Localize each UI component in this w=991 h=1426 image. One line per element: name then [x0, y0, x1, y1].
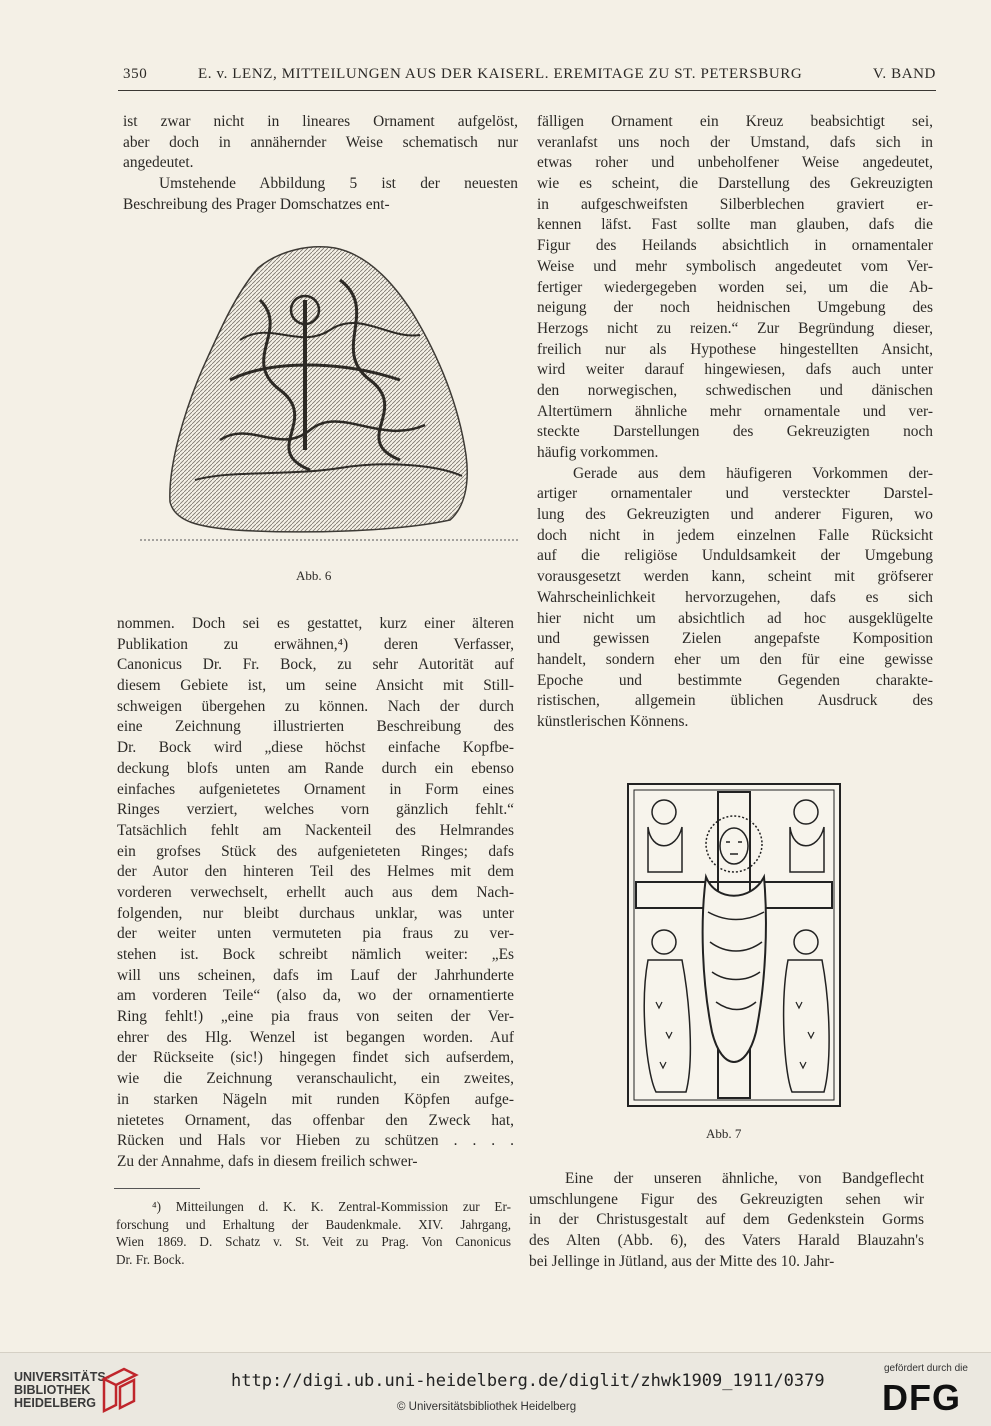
text-line: eine Zeichnung illustrierten Beschreibung des: [117, 718, 514, 736]
text-line: und gewissen Zielen angepafste Komposition: [537, 630, 933, 648]
text-line: Canonicus Dr. Fr. Bock, zu sehr Autorität auf: [117, 656, 514, 674]
text-line: am vorderen Teile“ (also da, wo der ornamentierte: [117, 987, 514, 1005]
permalink-url[interactable]: http://digi.ub.uni-heidelberg.de/diglit/zhwk1909_1911/0379: [231, 1371, 825, 1391]
text-line: Figur des Heilands absichtlich in ornamentaler: [537, 237, 933, 255]
copyright-notice: © Universitätsbibliothek Heidelberg: [397, 1401, 577, 1413]
text-line: Wahrscheinlichkeit hervorzugehen, dafs es sich: [537, 588, 933, 606]
text-line: Rücken und Hals vor Hieben zu schützen . . . .: [117, 1132, 514, 1150]
text-line: neigung der noch heidnischen Umgebung des: [537, 299, 933, 317]
text-line: den norwegischen, schwedischen und dänischen: [537, 381, 933, 399]
text-line: angedeutet.: [123, 154, 194, 172]
text-line: in der Christusgestalt auf dem Gedenkstein Gorms: [529, 1211, 924, 1229]
text-line: artiger ornamentaler und versteckter Darstel-: [537, 485, 933, 503]
text-line: nommen. Doch sei es gestattet, kurz einer älteren: [117, 615, 514, 632]
footer-bar: [0, 1352, 991, 1426]
text-line: Dr. Fr. Bock.: [116, 1251, 185, 1267]
text-line: in starken Nägeln mit runden Köpfen aufge-: [117, 1090, 514, 1108]
text-line: freilich nur als Hypothese hingestellten Ansicht,: [537, 340, 933, 358]
text-line: Tatsächlich fehlt am Nackenteil des Helmrandes: [117, 821, 514, 839]
text-line: Gerade aus dem häufigeren Vorkommen der-: [573, 464, 933, 482]
text-line: einfaches aufgenietetes Ornament in Form eines: [117, 780, 514, 798]
library-logo-line: HEIDELBERG: [14, 1396, 96, 1410]
text-line: ehrer des Hlg. Wenzel ist begangen worden. Auf: [117, 1028, 514, 1046]
text-line: künstlerischen Könnens.: [537, 712, 689, 730]
text-line: Eine der unseren ähnliche, von Bandgeflecht: [565, 1170, 924, 1187]
running-title: E. v. LENZ, MITTEILUNGEN AUS DER KAISERL. EREMITAGE ZU ST. PETERSBURG: [198, 66, 803, 82]
text-line: Epoche und bestimmte Gegenden charakte-: [537, 671, 933, 689]
text-line: will uns scheinen, dafs im Lauf der Jahrhunderte: [117, 966, 514, 984]
text-line: etwas roher und unbeholfener Weise angedeutet,: [537, 154, 933, 172]
text-line: Publikation zu erwähnen,⁴) deren Verfasser,: [117, 635, 514, 653]
text-line: forschung und Erhaltung der Baudenkmale. XIV. Jahrgang,: [116, 1216, 511, 1232]
text-line: hier nicht um absichtlich ad hoc ausgeklügelte: [537, 609, 933, 627]
text-line: umschlungene Figur des Gekreuzigten sehen wir: [529, 1190, 924, 1208]
text-line: ein grofses Stück des aufgenieteten Ringes; dafs: [117, 842, 514, 860]
text-line: der weiter unten vermuteten pia fraus zu ver-: [117, 925, 514, 943]
text-line: vorderen verwechselt, erhellt auch aus dem Nach-: [117, 883, 514, 901]
text-line: Umstehende Abbildung 5 ist der neuesten: [159, 175, 518, 193]
text-line: häufig vorkommen.: [537, 444, 659, 461]
text-line: bei Jellinge in Jütland, aus der Mitte des 10. Jahr-: [529, 1252, 835, 1270]
text-line: wird weiter darauf hingewiesen, dafs auch unter: [537, 361, 933, 379]
runestone-illustration: [140, 240, 520, 550]
left-column-top: [123, 112, 518, 215]
library-logo-line: BIBLIOTHEK: [14, 1383, 91, 1397]
text-line: in aufgeschweifsten Silberblechen graviert er-: [537, 195, 933, 213]
text-line: folgenden, nur bleibt durchaus unklar, was unter: [117, 904, 514, 922]
text-line: veranlafst uns noch der Umstand, dafs sich in: [537, 133, 933, 151]
footnote: [116, 1198, 511, 1268]
text-line: diesem Gebiete ist, um seine Ansicht mit Still-: [117, 677, 514, 695]
text-line: kennen läfst. Fast sollte man glauben, dafs die: [537, 216, 933, 234]
text-line: fälligen Ornament ein Kreuz beabsichtigt sei,: [537, 113, 933, 130]
text-line: stehen ist. Bock schreibt nämlich weiter: „Es: [117, 946, 514, 963]
right-column-bottom: [529, 1169, 924, 1272]
left-column-bottom: [117, 614, 514, 1173]
crucifixion-illustration: [626, 782, 842, 1108]
funding-label: gefördert durch die: [884, 1363, 968, 1374]
text-line: des Alten (Abb. 6), des Vaters Harald Blauzahn's: [529, 1232, 924, 1250]
text-line: deckung blofs unten am Rande durch ein ebenso: [117, 759, 514, 777]
text-line: Wien 1869. D. Schatz v. St. Veit zu Prag. Von Canonicus: [116, 1234, 511, 1250]
library-logo-line: UNIVERSITÄTS-: [14, 1370, 110, 1384]
text-line: lung des Gekreuzigten und anderer Figuren, wo: [537, 506, 933, 524]
text-line: Dr. Bock wird „diese höchst einfache Kopfbe-: [117, 739, 514, 757]
page-number: 350: [123, 66, 148, 82]
text-line: wie es scheint, die Darstellung des Gekreuzigten: [537, 175, 933, 193]
text-line: auf die religiöse Unduldsamkeit der Umgebung: [537, 547, 933, 565]
text-line: Altertümern ähnliche mehr ornamentale und ver-: [537, 402, 933, 420]
text-line: doch nicht in jedem einzelnen Falle Rücksicht: [537, 526, 933, 544]
text-line: nietetes Ornament, das offenbar den Zweck hat,: [117, 1111, 514, 1129]
text-line: Ringes verziert, welches vorn gänzlich fehlt.“: [117, 801, 514, 819]
text-line: Beschreibung des Prager Domschatzes ent-: [123, 195, 390, 213]
text-line: Zu der Annahme, dafs in diesem freilich schwer-: [117, 1152, 418, 1170]
library-logo-text: [14, 1371, 110, 1410]
dfg-logo: DFG: [882, 1377, 961, 1418]
text-line: der Autor den hinteren Teil des Helmes mit dem: [117, 863, 514, 881]
text-line: ⁴) Mitteilungen d. K. K. Zentral-Kommission zur Er-: [152, 1199, 511, 1214]
text-line: Weise und mehr symbolisch angedeutet vom Ver-: [537, 257, 933, 275]
text-line: handelt, sondern eher um den für eine gewisse: [537, 650, 933, 668]
text-line: aber doch in annähernder Weise schematisch nur: [123, 133, 518, 151]
text-line: schweigen übergehen zu können. Nach der durch: [117, 697, 514, 715]
text-line: Herzogs nicht zu reizen.“ Zur Begründung dieser,: [537, 319, 933, 337]
text-line: fertiger wiedergegeben worden sei, um die Ab-: [537, 278, 933, 296]
figure-7-caption: Abb. 7: [706, 1126, 742, 1141]
text-line: steckte Darstellungen des Gekreuzigten noch: [537, 423, 933, 441]
running-header: [118, 66, 936, 88]
figure-6-caption: Abb. 6: [296, 568, 332, 583]
footnote-rule: [114, 1188, 200, 1189]
text-line: vorausgesetzt werden kann, scheint mit gröfserer: [537, 568, 933, 586]
text-line: wie die Zeichnung veranschaulicht, ein zweites,: [117, 1070, 514, 1088]
text-line: ist zwar nicht in lineares Ornament aufgelöst,: [123, 113, 518, 130]
right-column-top: [537, 112, 933, 733]
header-rule: [118, 90, 936, 91]
text-line: der Rückseite (sic!) hingegen findet sich aufserdem,: [117, 1049, 514, 1067]
text-line: ristischen, allgemein üblichen Ausdruck des: [537, 692, 933, 710]
volume-label: V. BAND: [872, 66, 936, 82]
library-logo-icon: [100, 1365, 140, 1415]
text-line: Ring fehlt!) „eine pia fraus von seiten der Ver-: [117, 1008, 514, 1026]
